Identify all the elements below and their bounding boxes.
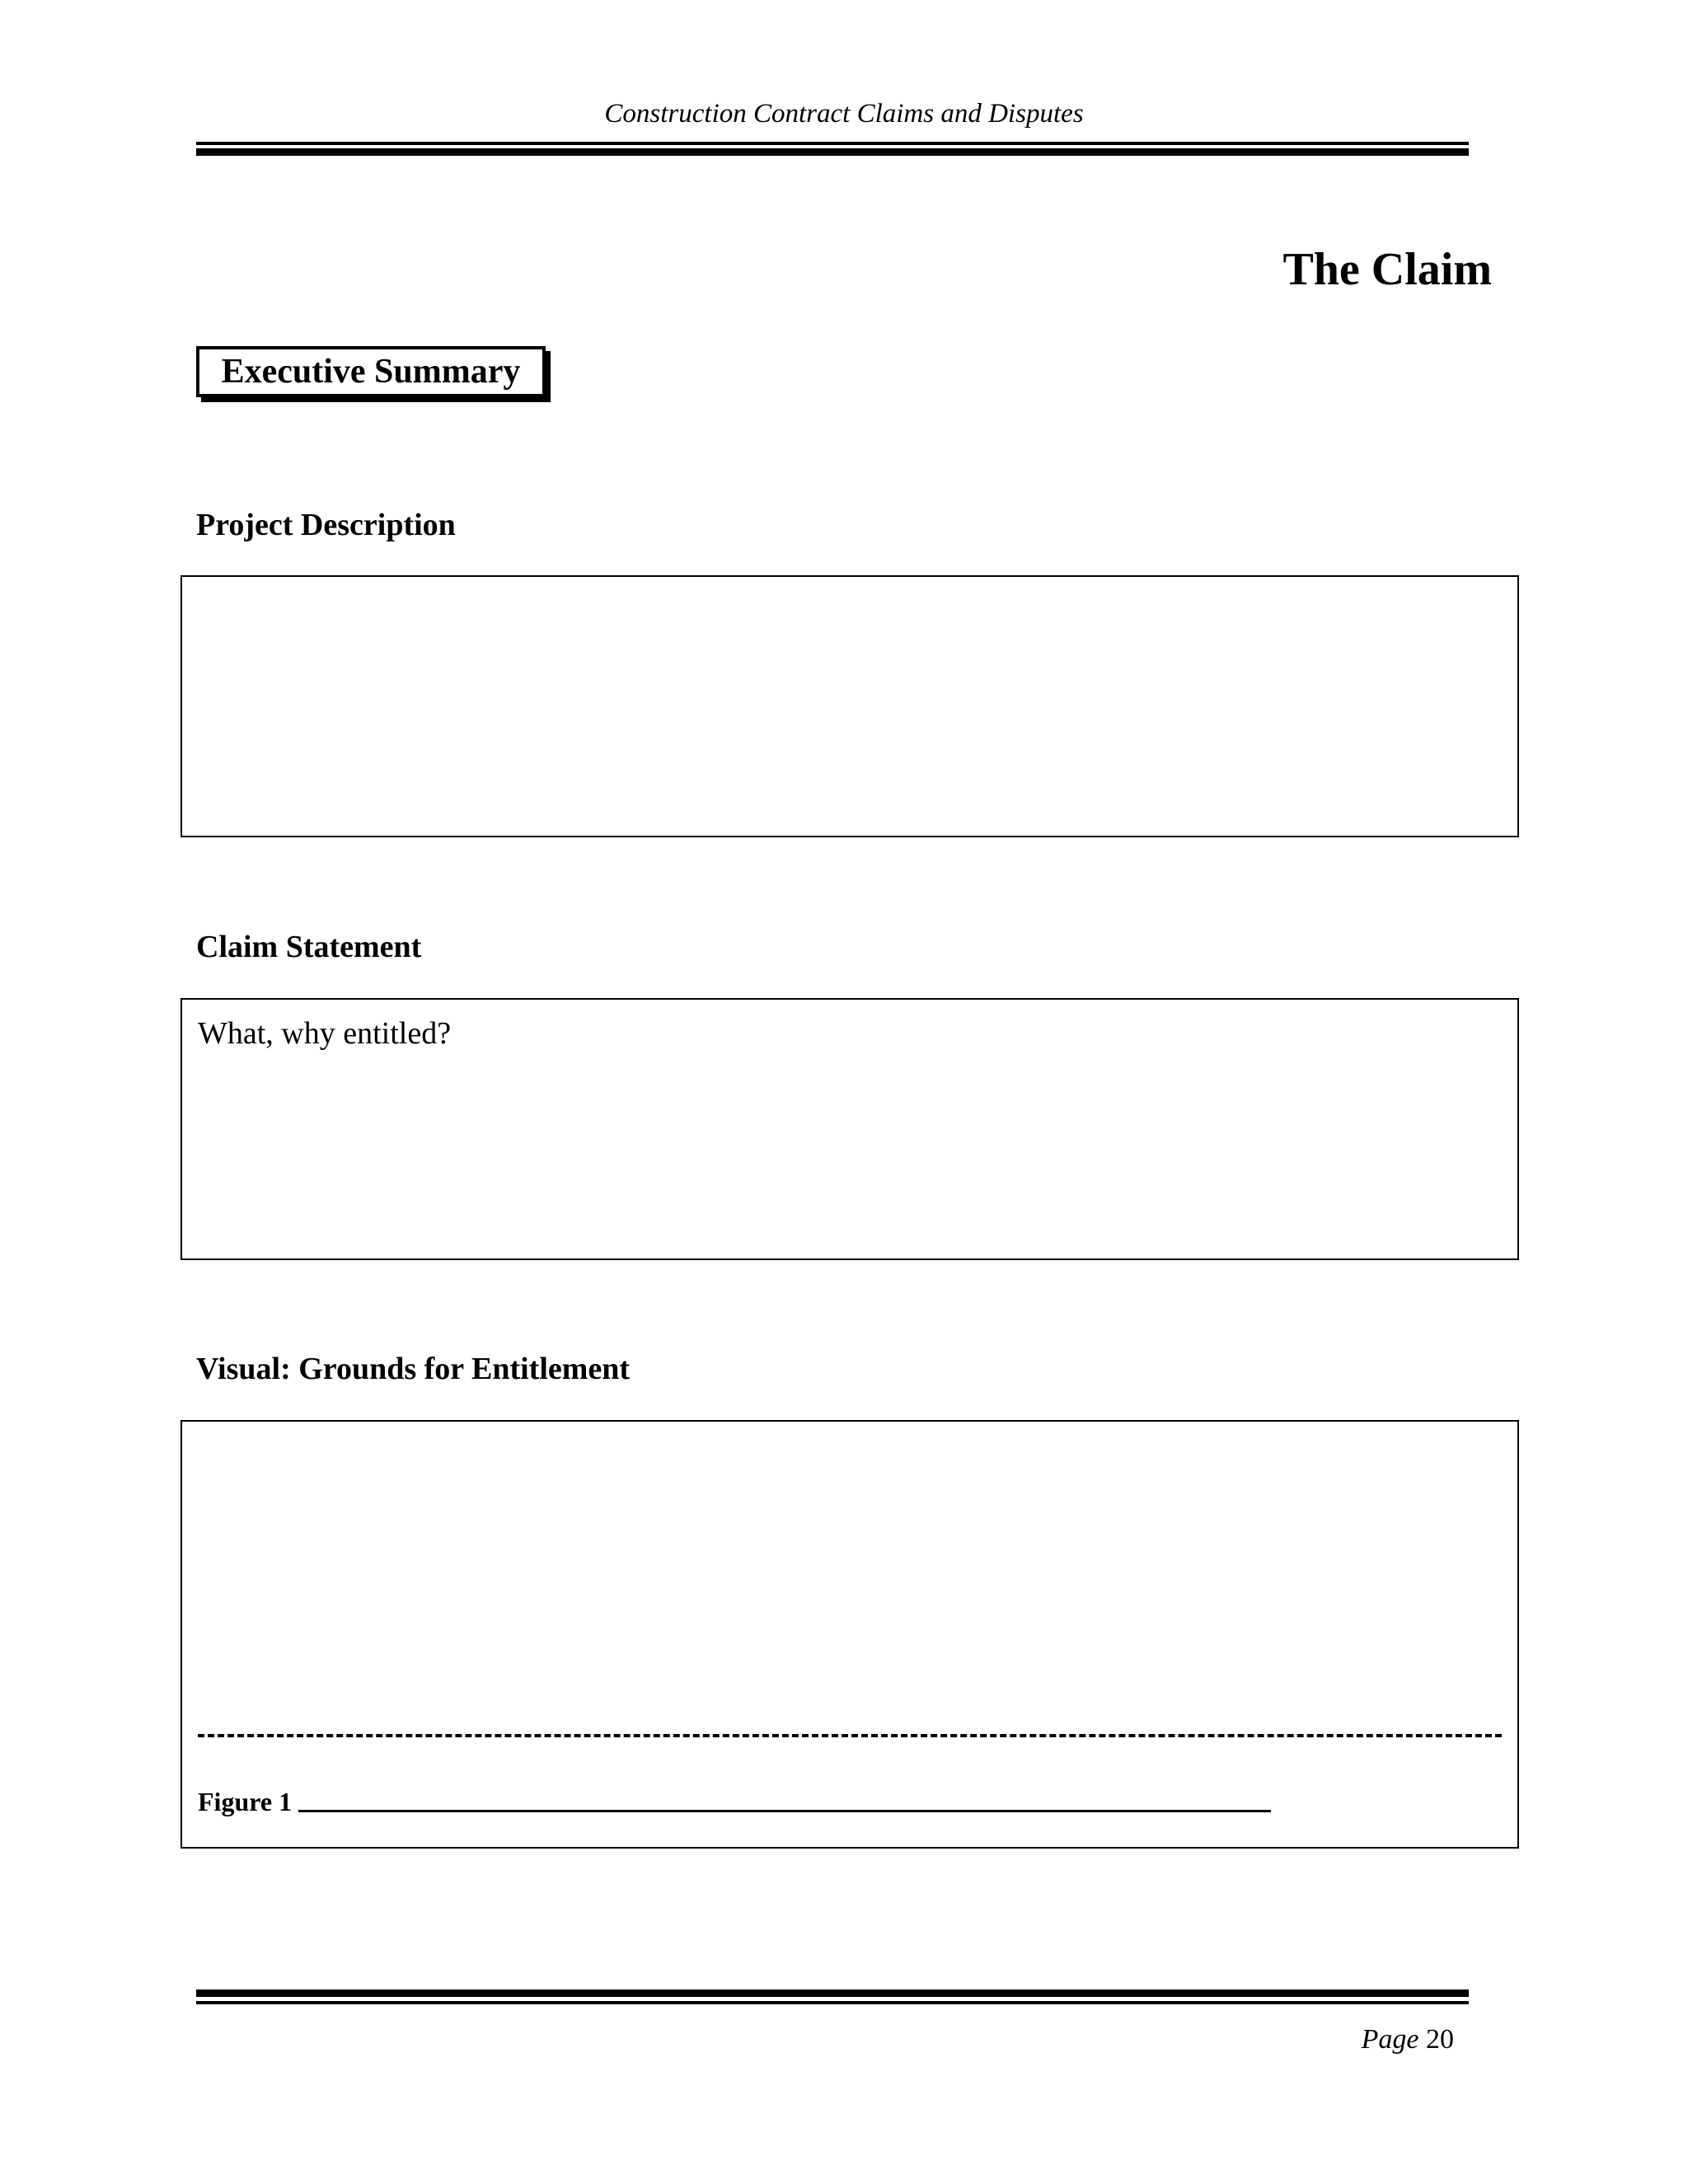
executive-summary-box — [196, 346, 546, 397]
claim-statement-text: What, why entitled? — [198, 1016, 452, 1051]
figure-label: Figure 1 — [198, 1787, 293, 1816]
figure-separator — [198, 1734, 1502, 1737]
running-header: Construction Contract Claims and Disputes — [604, 99, 1084, 129]
figure-caption-row — [198, 1786, 1271, 1817]
visual-box[interactable] — [181, 1420, 1519, 1849]
footer-rule-thick — [196, 1990, 1469, 1997]
figure-caption-field[interactable] — [298, 1810, 1271, 1812]
header-rule-thin — [196, 142, 1469, 145]
footer-rule-thin — [196, 2001, 1469, 2004]
page-title: The Claim — [1282, 244, 1492, 295]
claim-statement-heading: Claim Statement — [196, 930, 422, 964]
visual-heading: Visual: Grounds for Entitlement — [196, 1352, 631, 1386]
claim-statement-box[interactable] — [181, 998, 1519, 1260]
project-description-box[interactable] — [181, 575, 1519, 837]
executive-summary-label: Executive Summary — [221, 353, 521, 391]
project-description-heading: Project Description — [196, 508, 456, 542]
page-number-value: 20 — [1426, 2024, 1454, 2055]
header-rule-thick — [196, 148, 1469, 156]
page-number — [1362, 2022, 1454, 2057]
page-word: Page — [1361, 2024, 1419, 2055]
